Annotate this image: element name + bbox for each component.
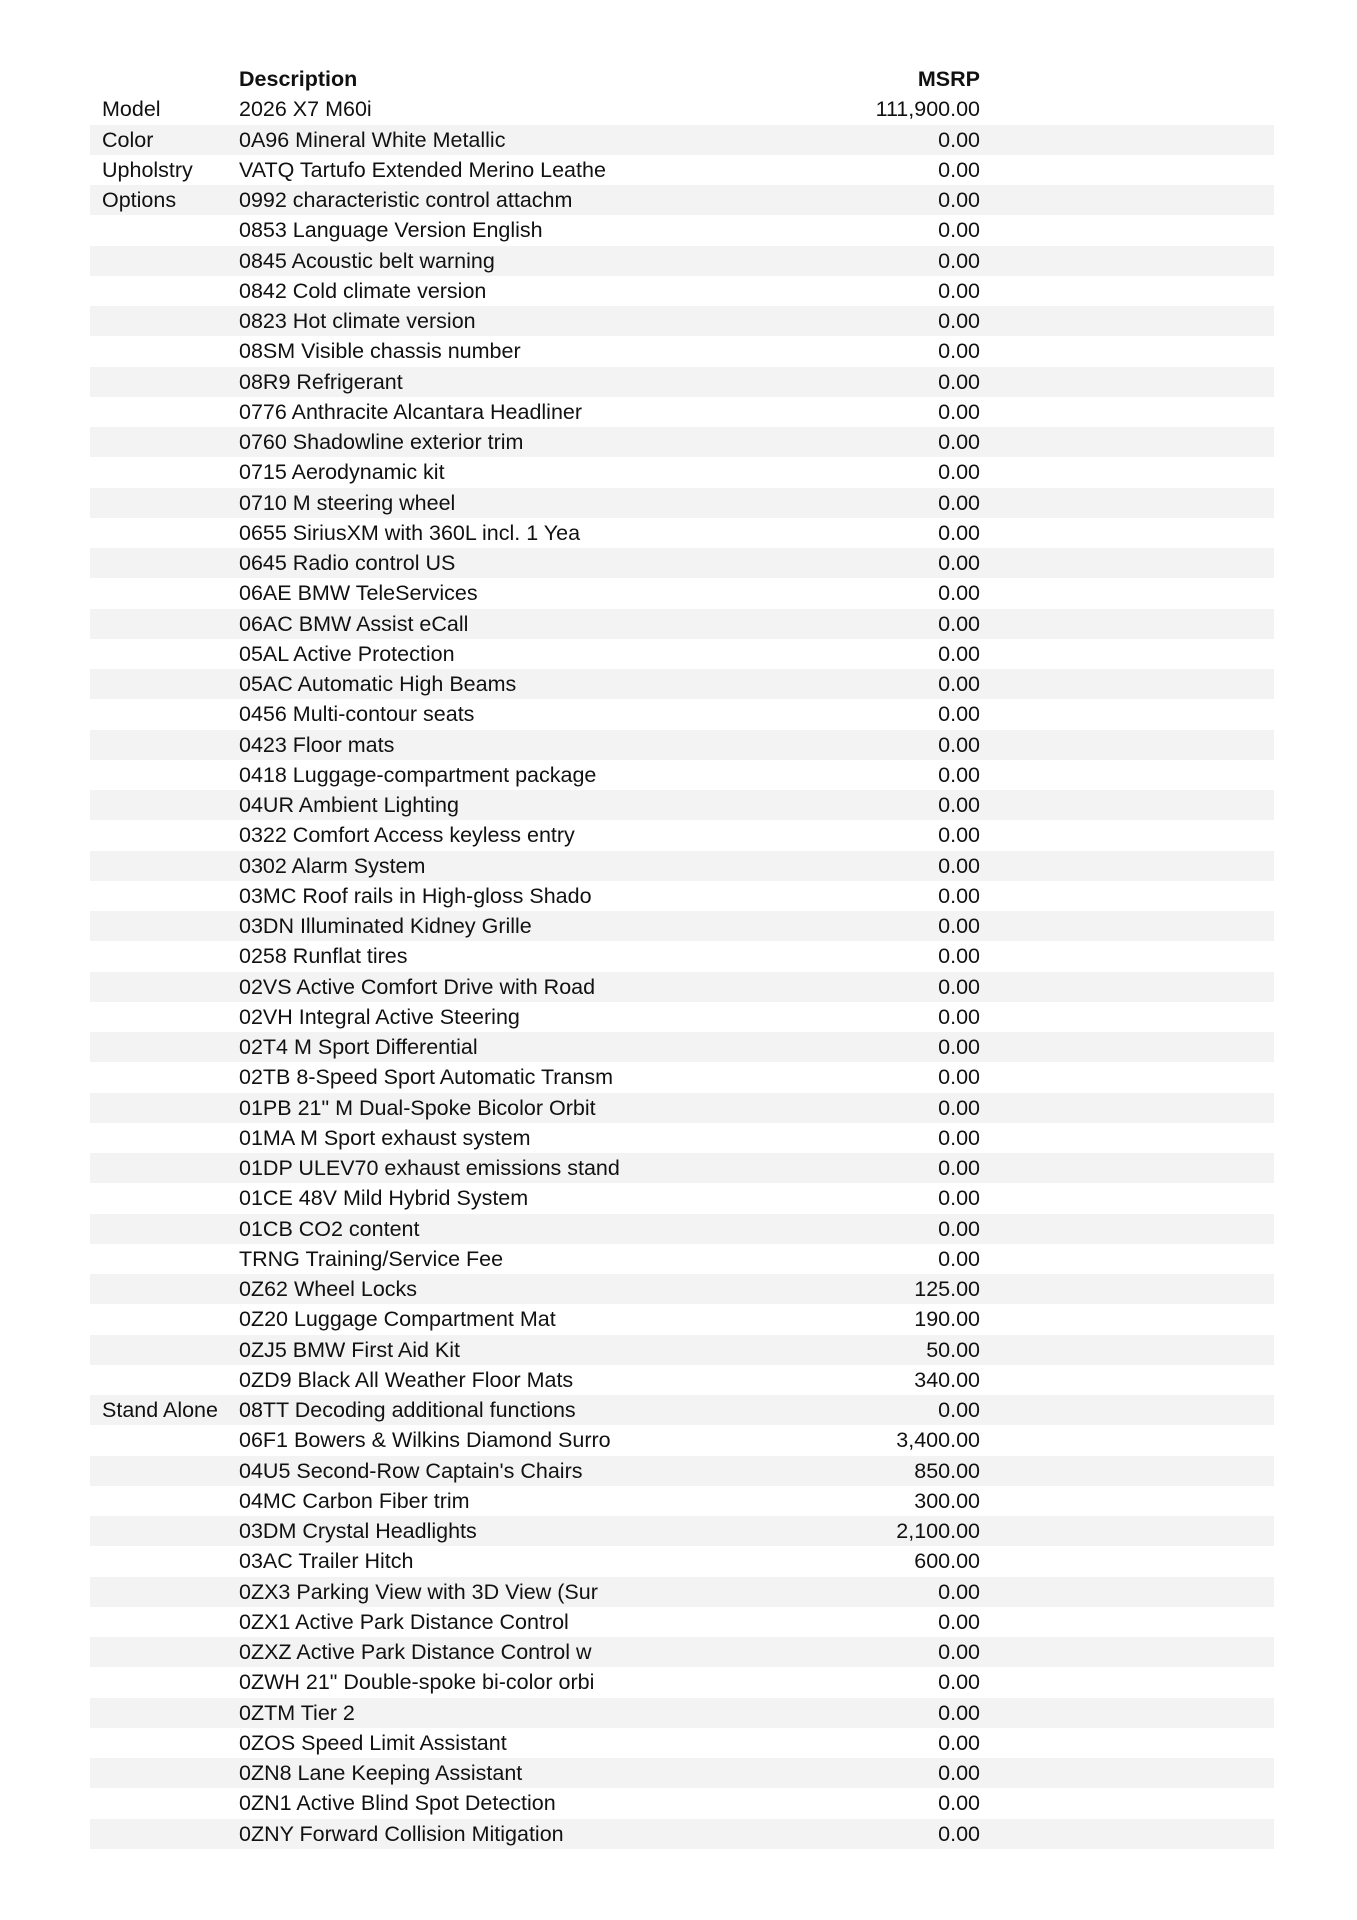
row-msrp: 0.00 (938, 702, 980, 727)
row-msrp: 0.00 (938, 944, 980, 969)
row-msrp: 2,100.00 (896, 1519, 980, 1543)
row-category (102, 1698, 227, 1728)
table-row (90, 1577, 1274, 1607)
table-row (90, 1486, 1274, 1516)
table-row (90, 1728, 1274, 1758)
row-category (102, 972, 227, 1002)
table-row (90, 125, 1274, 155)
row-description: 0Z62 Wheel Locks (239, 1277, 418, 1301)
row-msrp: 0.00 (938, 278, 980, 303)
row-msrp: 0.00 (938, 430, 980, 454)
table-row (90, 1637, 1274, 1667)
row-msrp: 0.00 (938, 672, 980, 696)
row-category (102, 1577, 227, 1607)
row-msrp: 0.00 (938, 369, 980, 394)
table-row (90, 1395, 1274, 1425)
row-msrp: 0.00 (938, 399, 980, 424)
table-row (90, 215, 1274, 245)
row-msrp: 0.00 (938, 309, 980, 333)
table-row (90, 1819, 1274, 1849)
row-description: 0ZOS Speed Limit Assistant (239, 1730, 507, 1755)
table-row (90, 1214, 1274, 1244)
row-msrp: 0.00 (938, 157, 980, 182)
row-msrp: 0.00 (938, 460, 980, 485)
row-description: 01PB 21" M Dual-Spoke Bicolor Orbit (239, 1095, 596, 1120)
table-row (90, 699, 1274, 729)
price-sheet (90, 64, 1274, 1849)
row-description: 08SM Visible chassis number (239, 339, 521, 364)
row-category (102, 1335, 227, 1365)
row-msrp: 0.00 (938, 1700, 980, 1725)
table-row (90, 1607, 1274, 1637)
table-header (90, 64, 1274, 94)
table-row (90, 1062, 1274, 1092)
row-msrp: 111,900.00 (875, 97, 980, 122)
table-row (90, 1093, 1274, 1123)
row-category (102, 276, 227, 306)
table-row (90, 941, 1274, 971)
table-row (90, 1335, 1274, 1365)
row-description: 04MC Carbon Fiber trim (239, 1488, 470, 1513)
row-category (102, 306, 227, 336)
row-msrp: 0.00 (938, 914, 980, 938)
table-row (90, 155, 1274, 185)
row-description: 0Z20 Luggage Compartment Mat (239, 1307, 556, 1332)
row-description: 02T4 M Sport Differential (239, 1035, 478, 1059)
table-row (90, 518, 1274, 548)
row-description: 0ZD9 Black All Weather Floor Mats (239, 1367, 574, 1392)
row-category (102, 1456, 227, 1486)
row-msrp: 0.00 (938, 1216, 980, 1241)
row-category (102, 820, 227, 850)
row-msrp: 850.00 (914, 1458, 980, 1483)
row-category (102, 246, 227, 276)
row-msrp: 125.00 (914, 1277, 980, 1301)
row-msrp: 0.00 (938, 1398, 980, 1422)
row-category (102, 548, 227, 578)
row-msrp: 0.00 (938, 1730, 980, 1755)
table-row (90, 548, 1274, 578)
row-category: Options (102, 188, 177, 212)
row-category: Stand Alone (102, 1398, 218, 1422)
row-category (102, 1002, 227, 1032)
table-row (90, 427, 1274, 457)
row-msrp: 0.00 (938, 520, 980, 545)
row-msrp: 340.00 (914, 1367, 980, 1392)
row-category (102, 760, 227, 790)
table-row (90, 972, 1274, 1002)
row-category (102, 1093, 227, 1123)
row-category (102, 578, 227, 608)
table-row (90, 1304, 1274, 1334)
row-description: 0456 Multi-contour seats (239, 702, 475, 727)
table-row (90, 1365, 1274, 1395)
table-row (90, 851, 1274, 881)
row-category (102, 941, 227, 971)
row-description: 0ZN1 Active Blind Spot Detection (239, 1791, 556, 1816)
row-category: Color (102, 127, 154, 152)
row-msrp: 0.00 (938, 1791, 980, 1816)
row-description: 0715 Aerodynamic kit (239, 460, 445, 485)
table-row (90, 1153, 1274, 1183)
row-description: 03AC Trailer Hitch (239, 1549, 414, 1574)
table-row (90, 669, 1274, 699)
row-category (102, 1062, 227, 1092)
row-category (102, 1425, 227, 1455)
table-row (90, 276, 1274, 306)
row-category (102, 1516, 227, 1546)
row-msrp: 0.00 (938, 581, 980, 606)
row-description: TRNG Training/Service Fee (239, 1246, 504, 1271)
table-row (90, 336, 1274, 366)
row-category (102, 881, 227, 911)
row-msrp: 0.00 (938, 823, 980, 848)
row-description: 0853 Language Version English (239, 218, 543, 243)
row-category (102, 1274, 227, 1304)
row-msrp: 50.00 (926, 1337, 980, 1362)
row-msrp: 0.00 (938, 793, 980, 817)
table-row (90, 1788, 1274, 1818)
row-msrp: 0.00 (938, 188, 980, 212)
row-msrp: 0.00 (938, 1035, 980, 1059)
table-row (90, 1425, 1274, 1455)
row-category (102, 1486, 227, 1516)
row-description: 0ZWH 21" Double-spoke bi-color orbi (239, 1670, 595, 1695)
row-msrp: 0.00 (938, 1065, 980, 1090)
row-description: 0ZTM Tier 2 (239, 1700, 355, 1725)
row-msrp: 0.00 (938, 1125, 980, 1150)
table-row (90, 820, 1274, 850)
row-msrp: 0.00 (938, 339, 980, 364)
row-category (102, 488, 227, 518)
row-category (102, 518, 227, 548)
row-description: 06F1 Bowers & Wilkins Diamond Surro (239, 1428, 611, 1453)
row-description: 01MA M Sport exhaust system (239, 1125, 531, 1150)
row-description: 0842 Cold climate version (239, 278, 487, 303)
row-category (102, 397, 227, 427)
row-msrp: 0.00 (938, 732, 980, 757)
row-msrp: 0.00 (938, 1246, 980, 1271)
row-msrp: 0.00 (938, 1640, 980, 1664)
table-row (90, 578, 1274, 608)
row-msrp: 0.00 (938, 853, 980, 878)
row-msrp: 3,400.00 (896, 1428, 980, 1453)
row-category (102, 1123, 227, 1153)
row-description: 0418 Luggage-compartment package (239, 762, 597, 787)
row-description: 05AL Active Protection (239, 641, 455, 666)
row-msrp: 0.00 (938, 490, 980, 515)
row-description: 06AC BMW Assist eCall (239, 611, 469, 636)
row-msrp: 0.00 (938, 611, 980, 636)
row-msrp: 190.00 (914, 1307, 980, 1332)
msrp-column-header: MSRP (917, 67, 980, 91)
row-category (102, 699, 227, 729)
row-msrp: 0.00 (938, 883, 980, 908)
row-description: 04UR Ambient Lighting (239, 793, 459, 817)
row-category (102, 367, 227, 397)
row-msrp: 600.00 (914, 1549, 980, 1574)
row-msrp: 0.00 (938, 218, 980, 243)
row-description: 0423 Floor mats (239, 732, 395, 757)
table-row (90, 246, 1274, 276)
table-row (90, 790, 1274, 820)
row-description: 0322 Comfort Access keyless entry (239, 823, 575, 848)
table-row (90, 1546, 1274, 1576)
description-column-header: Description (239, 67, 358, 91)
row-category (102, 1304, 227, 1334)
row-description: 0ZNY Forward Collision Mitigation (239, 1821, 564, 1846)
row-msrp: 0.00 (938, 641, 980, 666)
row-category (102, 669, 227, 699)
row-description: 0ZX1 Active Park Distance Control (239, 1609, 569, 1634)
row-msrp: 300.00 (914, 1488, 980, 1513)
row-description: 0645 Radio control US (239, 551, 456, 575)
row-category (102, 1637, 227, 1667)
row-category (102, 1153, 227, 1183)
row-msrp: 0.00 (938, 1186, 980, 1211)
row-category (102, 1667, 227, 1697)
row-category (102, 911, 227, 941)
row-description: 0258 Runflat tires (239, 944, 408, 969)
row-description: 01DP ULEV70 exhaust emissions stand (239, 1156, 620, 1180)
row-description: 02TB 8-Speed Sport Automatic Transm (239, 1065, 614, 1090)
row-description: 01CE 48V Mild Hybrid System (239, 1186, 529, 1211)
row-description: 03DN Illuminated Kidney Grille (239, 914, 532, 938)
row-description: 0760 Shadowline exterior trim (239, 430, 524, 454)
row-description: 02VH Integral Active Steering (239, 1004, 520, 1029)
row-description: 08TT Decoding additional functions (239, 1398, 576, 1422)
row-description: 0ZXZ Active Park Distance Control w (239, 1640, 592, 1664)
table-row (90, 609, 1274, 639)
row-category (102, 1214, 227, 1244)
row-description: 08R9 Refrigerant (239, 369, 403, 394)
row-description: 04U5 Second-Row Captain's Chairs (239, 1458, 583, 1483)
row-category (102, 336, 227, 366)
row-category (102, 1758, 227, 1788)
table-body (90, 94, 1274, 1849)
row-msrp: 0.00 (938, 762, 980, 787)
row-category (102, 215, 227, 245)
row-msrp: 0.00 (938, 1609, 980, 1634)
table-row (90, 1516, 1274, 1546)
row-category (102, 790, 227, 820)
table-row (90, 367, 1274, 397)
table-row (90, 1274, 1274, 1304)
table-row (90, 1698, 1274, 1728)
row-msrp: 0.00 (938, 1095, 980, 1120)
row-category (102, 1728, 227, 1758)
row-description: 03MC Roof rails in High-gloss Shado (239, 883, 592, 908)
row-description: 0992 characteristic control attachm (239, 188, 573, 212)
row-description: 01CB CO2 content (239, 1216, 420, 1241)
row-category (102, 609, 227, 639)
table-row (90, 1456, 1274, 1486)
row-category (102, 851, 227, 881)
row-description: 0ZJ5 BMW First Aid Kit (239, 1337, 461, 1362)
row-category (102, 1819, 227, 1849)
row-description: 03DM Crystal Headlights (239, 1519, 477, 1543)
row-description: VATQ Tartufo Extended Merino Leathe (239, 157, 606, 182)
table-row (90, 185, 1274, 215)
row-category (102, 1244, 227, 1274)
row-category (102, 1546, 227, 1576)
row-description: 0A96 Mineral White Metallic (239, 127, 506, 152)
row-description: 0845 Acoustic belt warning (239, 248, 495, 273)
table-row (90, 306, 1274, 336)
row-msrp: 0.00 (938, 127, 980, 152)
row-msrp: 0.00 (938, 1670, 980, 1695)
row-description: 0302 Alarm System (239, 853, 426, 878)
row-category (102, 639, 227, 669)
table-row (90, 1667, 1274, 1697)
table-row (90, 397, 1274, 427)
row-category (102, 1788, 227, 1818)
table-row (90, 94, 1274, 124)
row-category (102, 1032, 227, 1062)
table-row (90, 881, 1274, 911)
row-category (102, 730, 227, 760)
row-description: 0ZN8 Lane Keeping Assistant (239, 1761, 523, 1785)
row-category: Upholstry (102, 157, 193, 182)
row-msrp: 0.00 (938, 1004, 980, 1029)
row-category (102, 1365, 227, 1395)
table-row (90, 1032, 1274, 1062)
row-description: 2026 X7 M60i (239, 97, 372, 122)
row-description: 0710 M steering wheel (239, 490, 456, 515)
row-msrp: 0.00 (938, 1761, 980, 1785)
row-category (102, 427, 227, 457)
table-row (90, 911, 1274, 941)
row-category: Model (102, 97, 161, 122)
row-msrp: 0.00 (938, 1156, 980, 1180)
table-row (90, 1758, 1274, 1788)
table-row (90, 1123, 1274, 1153)
row-category (102, 457, 227, 487)
row-description: 0ZX3 Parking View with 3D View (Sur (239, 1579, 598, 1604)
row-description: 0823 Hot climate version (239, 309, 476, 333)
table-row (90, 760, 1274, 790)
row-description: 06AE BMW TeleServices (239, 581, 478, 606)
row-msrp: 0.00 (938, 1579, 980, 1604)
row-msrp: 0.00 (938, 1821, 980, 1846)
table-row (90, 1244, 1274, 1274)
row-description: 0776 Anthracite Alcantara Headliner (239, 399, 583, 424)
table-row (90, 488, 1274, 518)
table-row (90, 1002, 1274, 1032)
row-description: 0655 SiriusXM with 360L incl. 1 Yea (239, 520, 581, 545)
row-category (102, 1183, 227, 1213)
row-msrp: 0.00 (938, 551, 980, 575)
row-description: 02VS Active Comfort Drive with Road (239, 974, 596, 999)
table-row (90, 457, 1274, 487)
table-row (90, 1183, 1274, 1213)
row-msrp: 0.00 (938, 974, 980, 999)
row-msrp: 0.00 (938, 248, 980, 273)
table-row (90, 730, 1274, 760)
row-description: 05AC Automatic High Beams (239, 672, 517, 696)
row-category (102, 1607, 227, 1637)
table-row (90, 639, 1274, 669)
